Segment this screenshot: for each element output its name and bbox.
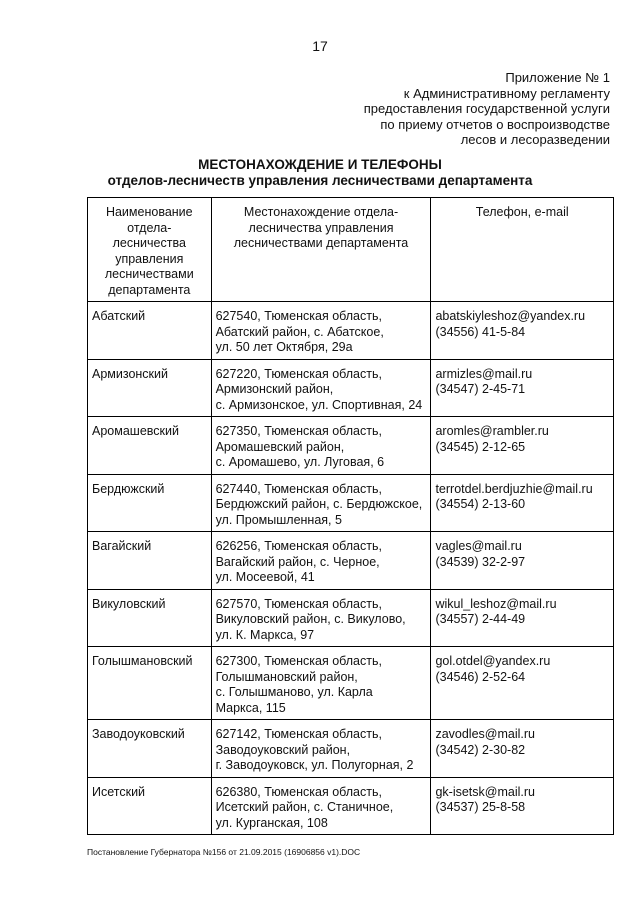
cell-line: 627570, Тюменская область, xyxy=(215,596,382,611)
cell-line: Местонахождение отдела- xyxy=(243,205,399,219)
department-contacts xyxy=(431,359,614,417)
departments-table xyxy=(87,197,614,835)
cell-line: ул. К. Маркса, 97 xyxy=(215,627,315,642)
cell-line: 627142, Тюменская область, xyxy=(215,727,382,741)
cell-line: (34537) 25-8-58 xyxy=(435,800,526,814)
cell-line: лесничества управления xyxy=(248,220,394,235)
department-contacts xyxy=(431,532,614,590)
table-body xyxy=(88,302,614,835)
department-name: Вагайский xyxy=(88,532,212,590)
cell-line: abatskiyleshoz@yandex.ru xyxy=(435,309,586,323)
appendix-line: по приему отчетов о воспроизводстве xyxy=(380,116,610,132)
department-contacts xyxy=(431,474,614,532)
header-address xyxy=(211,198,431,302)
cell-line: ул. Курганская, 108 xyxy=(215,815,328,830)
cell-line: (34542) 2-30-82 xyxy=(435,742,526,757)
department-address xyxy=(211,359,431,417)
cell-line: (34554) 2-13-60 xyxy=(435,497,526,511)
cell-line: ул. Промышленная, 5 xyxy=(215,512,342,527)
table-header-row xyxy=(88,198,614,302)
cell-line: с. Голышманово, ул. Карла xyxy=(215,685,373,699)
department-contacts xyxy=(431,302,614,360)
department-contacts xyxy=(431,647,614,720)
department-contacts xyxy=(431,777,614,835)
cell-line: (34539) 32-2-97 xyxy=(435,554,526,569)
cell-line: (34546) 2-52-64 xyxy=(435,669,526,684)
cell-line: zavodles@mail.ru xyxy=(435,727,535,741)
department-address xyxy=(211,647,431,720)
appendix-line: к Административному регламенту xyxy=(403,85,610,101)
department-name: Аромашевский xyxy=(88,417,212,475)
department-name: Армизонский xyxy=(88,359,212,417)
cell-line: с. Армизонское, ул. Спортивная, 24 xyxy=(215,397,423,412)
appendix-line: Приложение № 1 xyxy=(505,70,610,85)
title-line-1: МЕСТОНАХОЖДЕНИЕ И ТЕЛЕФОНЫ xyxy=(198,157,442,172)
cell-line: ул. 50 лет Октября, 29а xyxy=(215,340,353,354)
table-row xyxy=(88,647,614,720)
cell-line: с. Аромашево, ул. Луговая, 6 xyxy=(215,455,385,469)
cell-line: отдела- xyxy=(127,220,172,235)
department-contacts xyxy=(431,589,614,647)
table-row xyxy=(88,532,614,590)
cell-line: 627350, Тюменская область, xyxy=(215,424,382,438)
cell-line: (34545) 2-12-65 xyxy=(435,439,526,454)
table-row xyxy=(88,417,614,475)
cell-line: управления xyxy=(115,251,184,266)
cell-line: Телефон, e-mail xyxy=(475,205,569,219)
cell-line: лесничествами департамента xyxy=(233,236,409,250)
cell-line: Вагайский район, с. Черное, xyxy=(215,554,380,569)
cell-line: gol.otdel@yandex.ru xyxy=(435,654,551,668)
cell-line: 627300, Тюменская область, xyxy=(215,654,382,668)
cell-line: 627440, Тюменская область, xyxy=(215,481,382,496)
document-title xyxy=(0,157,640,189)
footer-note: Постановление Губернатора №156 от 21.09.2015 (16906856 v1).DOC xyxy=(87,847,361,857)
cell-line: г. Заводоуковск, ул. Полугорная, 2 xyxy=(215,758,414,772)
cell-line: gk-isetsk@mail.ru xyxy=(435,784,535,799)
table-row xyxy=(88,589,614,647)
cell-line: (34556) 41-5-84 xyxy=(435,324,526,339)
department-contacts xyxy=(431,720,614,778)
cell-line: armizles@mail.ru xyxy=(435,366,533,381)
cell-line: Викуловский район, с. Викулово, xyxy=(215,612,406,626)
cell-line: (34557) 2-44-49 xyxy=(435,612,526,626)
table-row xyxy=(88,359,614,417)
department-address xyxy=(211,532,431,590)
department-address xyxy=(211,417,431,475)
cell-line: Бердюжский район, с. Бердюжское, xyxy=(215,497,423,511)
page-number: 17 xyxy=(312,38,328,54)
department-name: Викуловский xyxy=(88,589,212,647)
cell-line: Голышмановский район, xyxy=(215,669,358,684)
header-contacts xyxy=(431,198,614,302)
appendix-line: лесов и лесоразведении xyxy=(460,132,610,147)
department-address xyxy=(211,720,431,778)
table-row xyxy=(88,720,614,778)
department-name: Абатский xyxy=(88,302,212,360)
cell-line: 626380, Тюменская область, xyxy=(215,784,382,799)
cell-line: Исетский район, с. Станичное, xyxy=(215,800,394,814)
department-address xyxy=(211,302,431,360)
cell-line: 627220, Тюменская область, xyxy=(215,366,382,381)
cell-line: vagles@mail.ru xyxy=(435,539,522,553)
cell-line: департамента xyxy=(108,282,191,297)
header-name xyxy=(88,198,212,302)
cell-line: Абатский район, с. Абатское, xyxy=(215,324,384,339)
cell-line: лесничества xyxy=(112,236,186,250)
department-address xyxy=(211,474,431,532)
department-name: Заводоуковский xyxy=(88,720,212,778)
cell-line: Наименование xyxy=(105,205,193,219)
appendix-caption xyxy=(270,70,610,148)
department-address xyxy=(211,777,431,835)
department-name: Голышмановский xyxy=(88,647,212,720)
cell-line: лесничествами xyxy=(104,267,194,281)
department-name: Исетский xyxy=(88,777,212,835)
table-row xyxy=(88,474,614,532)
cell-line: Заводоуковский район, xyxy=(215,742,351,757)
cell-line: Армизонский район, xyxy=(215,382,334,396)
cell-line: ул. Мосеевой, 41 xyxy=(215,570,315,584)
cell-line: Маркса, 115 xyxy=(215,700,286,715)
cell-line: wikul_leshoz@mail.ru xyxy=(435,596,557,611)
cell-line: 627540, Тюменская область, xyxy=(215,309,382,323)
cell-line: terrotdel.berdjuzhie@mail.ru xyxy=(435,481,593,496)
cell-line: (34547) 2-45-71 xyxy=(435,382,526,396)
cell-line: Аромашевский район, xyxy=(215,439,345,454)
appendix-line: предоставления государственной услуги xyxy=(363,101,610,116)
department-address xyxy=(211,589,431,647)
department-contacts xyxy=(431,417,614,475)
title-line-2: отделов-лесничеств управления лесничествами департамента xyxy=(107,173,533,188)
table-row xyxy=(88,777,614,835)
cell-line: aromles@rambler.ru xyxy=(435,424,549,438)
department-name: Бердюжский xyxy=(88,474,212,532)
cell-line: 626256, Тюменская область, xyxy=(215,539,382,553)
table-row xyxy=(88,302,614,360)
